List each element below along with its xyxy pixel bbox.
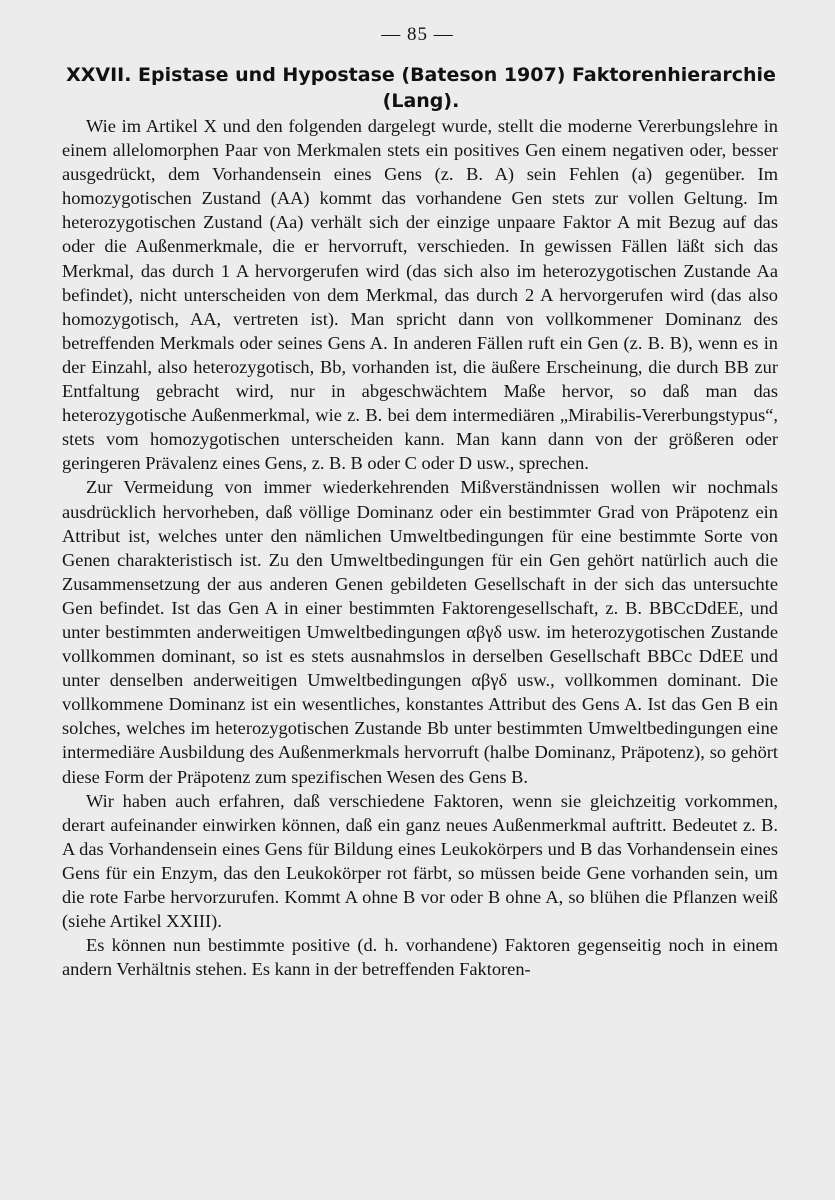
chapter-heading: XXVII. Epistase und Hypostase (Bateson 1907) Faktorenhierarchie (Lang). bbox=[66, 64, 776, 112]
paragraph-3: Wir haben auch erfahren, daß verschiedene Faktoren, wenn sie gleichzeitig vorkommen, derart aufeinander einwirken können, daß ein ganz neues Außenmerkmal auftritt. Bedeutet z. B. A das Vorhandensein eines Gens für Bildung eines Leukokörpers und B das Vorhandensein eines Gens für ein Enzym, das den Leukokörper rot färbt, so müssen beide Gene vorhanden sein, um die rote Farbe hervorzurufen. Kommt A ohne B vor oder B ohne A, so blühen die Pflanzen weiß (siehe Artikel XXIII). bbox=[62, 790, 778, 932]
page-number: — 85 — bbox=[381, 24, 454, 45]
paragraph-1: Wie im Artikel X und den folgenden dargelegt wurde, stellt die moderne Vererbungslehre in einem allelomorphen Paar von Merkmalen stets ein positives Gen einem negativen oder, besser ausgedrückt, dem Vorhandensein eines Gens (z. B. A) sein Fehlen (a) gegenüber. Im homozygotischen Zustand (AA) kommt das vorhandene Gen stets zur vollen Geltung. Im heterozygotischen Zustand (Aa) verhält sich der einzige unpaare Faktor A mit Bezug auf das oder die Außenmerkmale, die er hervorruft, verschieden. In gewissen Fällen läßt sich das Merkmal, das durch 1 A hervorgerufen wird (das sich also im heterozygotischen Zustande Aa befindet), nicht unterscheiden von dem Merkmal, das durch 2 A hervorgerufen wird (das also homozygotisch, AA, vertreten ist). Man spricht dann von vollkommener Dominanz des betreffenden Merkmals oder seines Gens A. In anderen Fällen ruft ein Gen (z. B. B), wenn es in der Einzahl, also heterozygotisch, Bb, vorhanden ist, die äußere Erscheinung, die durch BB zur Entfaltung gebracht wird, nur in abgeschwächtem Maße hervor, so daß man das heterozygotische Außenmerkmal, wie z. B. bei dem intermediären „Mirabilis-Vererbungstypus“, stets vom homozygotischen unterscheiden kann. Man kann dann von der größeren oder geringeren Prävalenz eines Gens, z. B. B oder C oder D usw., sprechen. bbox=[62, 116, 778, 474]
paragraph-2: Zur Vermeidung von immer wiederkehrenden Mißverständnissen wollen wir nochmals ausdrücklich hervorheben, daß völlige Dominanz oder ein bestimmter Grad von Präpotenz ein Attribut ist, welches unter den nämlichen Umweltbedingungen für eine bestimmte Sorte von Genen charakteristisch ist. Zu den Umweltbedingungen für ein Gen gehört natürlich auch die Zusammensetzung der aus anderen Genen gebildeten Gesellschaft in der sich das untersuchte Gen befindet. Ist das Gen A in einer bestimmten Faktorengesellschaft, z. B. BBCcDdEE, und unter bestimmten anderweitigen Umweltbedingungen αβγδ usw. im heterozygotischen Zustande vollkommen dominant, so ist es stets ausnahmslos in derselben Gesellschaft BBCc DdEE und unter denselben anderweitigen Umweltbedingungen αβγδ usw., vollkommen dominant. Die vollkommene Dominanz ist ein wesentliches, konstantes Attribut des Gens A. Ist das Gen B ein solches, welches im heterozygotischen Zustande Bb unter bestimmten Umweltbedingungen eine intermediäre Ausbildung des Außenmerkmals hervorruft (halbe Dominanz, Präpotenz), so gehört diese Form der Präpotenz zum spezifischen Wesen des Gens B. bbox=[62, 477, 778, 787]
body-text bbox=[62, 114, 778, 981]
paragraph-4: Es können nun bestimmte positive (d. h. vorhandene) Faktoren gegenseitig noch in einem andern Verhältnis stehen. Es kann in der betreffenden Faktoren- bbox=[62, 935, 778, 980]
